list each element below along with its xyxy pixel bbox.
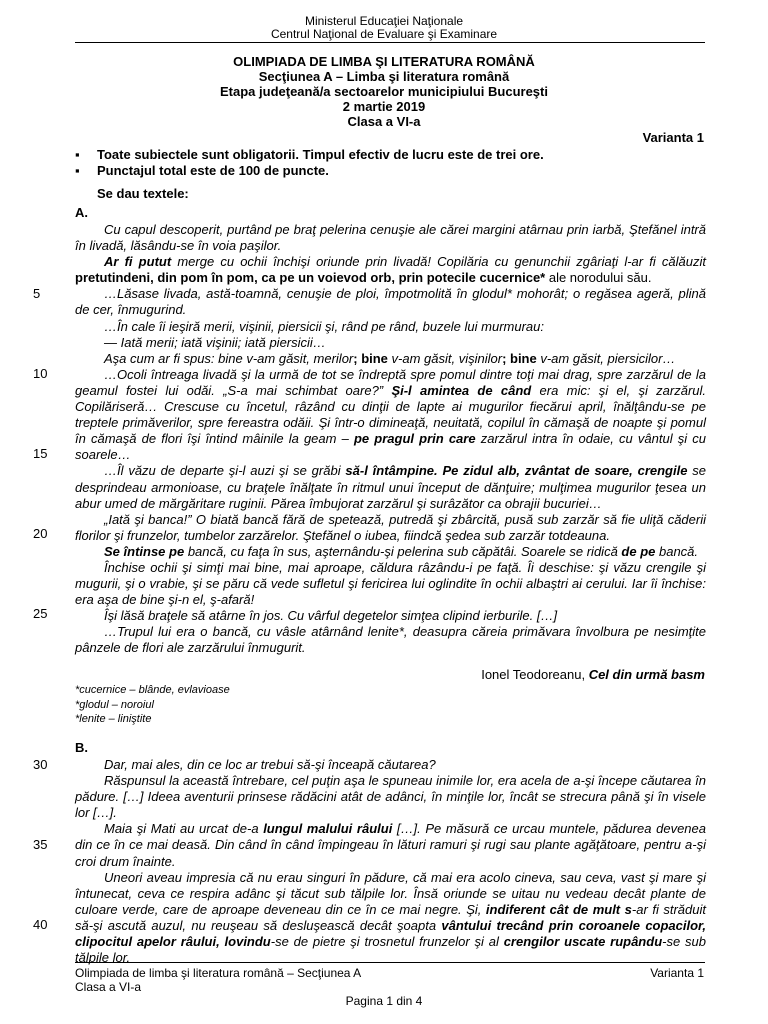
line-number: 5 bbox=[33, 286, 41, 301]
paragraph: Dar, mai ales, din ce loc ar trebui să-şi înceapă căutarea? bbox=[104, 757, 436, 772]
variant-label: Varianta 1 bbox=[642, 130, 704, 145]
line-number: 10 bbox=[33, 366, 48, 381]
footer-variant: Varianta 1 bbox=[650, 966, 704, 980]
ministry-header: Ministerul Educaţiei Naţionale bbox=[304, 14, 464, 28]
olympiad-title: OLIMPIADA DE LIMBA ŞI LITERATURA ROMÂNĂ bbox=[233, 54, 535, 69]
paragraph: Cu capul descoperit, purtând pe braţ pelerina cenuşie ale cărei margini atârnau prin iarbă, Ştefănel intră în livadă, lăsându-se în voia paşilor. bbox=[75, 222, 706, 254]
glossary-item: *glodul – noroiul bbox=[75, 698, 154, 711]
date-title: 2 martie 2019 bbox=[342, 99, 426, 114]
line-number: 35 bbox=[33, 837, 48, 852]
footer-class: Clasa a VI-a bbox=[75, 980, 142, 994]
paragraph: …Îl văzu de departe şi-l auzi şi se grăbi să-l întâmpine. Pe zidul alb, zvântat de soare, crengile se desprindeau armonioase, cu braţele înălţate în ritmul unui început de dănţuire; mulţimea mugurilor ţesea un abur umed de mărgăritare ruginii. Părea îmbujorat zarzărul şi surâzător ca obrajii bucuriei… bbox=[75, 463, 707, 511]
paragraph: — Iată merii; iată vişinii; iată piersicii… bbox=[104, 334, 326, 350]
center-header: Centrul Naţional de Evaluare şi Examinare bbox=[270, 27, 498, 41]
work-title: Cel din urmă basm bbox=[588, 667, 705, 682]
rule-item: ▪ Toate subiectele sunt obligatorii. Timpul efectiv de lucru este de trei ore. bbox=[75, 147, 544, 162]
paragraph: Ar fi putut merge cu ochii închişi oriunde prin livadă! Copilăria cu genunchii zgâriaţi l-ar fi călăuzit pretutindeni, din pom în pom, ca pe un voievod orb, prin potecile cucernice* ale norodului său. bbox=[75, 254, 706, 286]
line-number: 25 bbox=[33, 606, 48, 621]
text-b-label: B. bbox=[75, 740, 88, 755]
bullet-icon: ▪ bbox=[75, 147, 80, 162]
footer-title: Olimpiada de limba şi literatura română – Secţiunea A bbox=[75, 966, 362, 980]
rule-item: ▪ Punctajul total este de 100 de puncte. bbox=[75, 163, 329, 178]
paragraph: Uneori aveau impresia că nu erau singuri în pădure, că mai era acolo cineva, sau ceva, vast şi mare şi întunecat, ceva ce respira adânc şi tăcut sub tălpile lor. Însă oriunde se uitau nu vedeau decât plante de culoare verde, care de aproape deveneau din ce în ce mai negre. Şi, indiferent cât de mult s-ar fi străduit să-şi ascută auzul, nu reuşeau să desluşească decât şoapta vântului trecând prin coroanele copacilor, clipocitul apelor râului, lovindu-se de pietre şi trosnetul frunzelor şi al crengilor uscate rupându-se sub tălpile lor. bbox=[75, 869, 707, 966]
paragraph: …Trupul lui era o bancă, cu vâsle atârnând lenite*, deasupra căreia primăvara învolbura pe nesimţite pânzele de flori ale zarzărului înmugurit. bbox=[75, 624, 706, 656]
paragraph: …Lăsase livada, astă-toamnă, cenuşie de ploi, împotmolită în glodul* mohorât; o regăsea ageră, plină de cer, înmugurind. bbox=[75, 286, 706, 318]
paragraph: …Ocoli întreaga livadă şi la urmă de tot se îndreptă spre pomul dintre toţi mai drag, spre zarzărul de la geamul fostei lui odăi. „S-a mai schimbat oare?” Şi-l amintea de când era mic: şi el, şi zarzărul. Copilăriseră… Crescuse cu încetul, râzând cu dinţii de lapte ai mugurilor fiecărui april, înălţându-se pe treptele primăverilor, spre fereastra odăii. Şi într-o dimineaţă, neuitată, copilul în cămaşă de noapte şi pomul în cămaşă de flori îşi întind mâinile la geam – pe pragul prin care zarzărul intra în odaie, cu vântul şi cu soarele… bbox=[75, 366, 707, 463]
footer-rule bbox=[75, 962, 705, 963]
line-number: 20 bbox=[33, 526, 48, 541]
glossary-item: *cucernice – blânde, evlavioase bbox=[75, 684, 230, 696]
line-number: 40 bbox=[33, 917, 48, 932]
paragraph: Se întinse pe bancă, cu faţa în sus, aşternându-şi pelerina sub căpătâi. Soarele se ridică de pe bancă. bbox=[104, 543, 699, 559]
text-b-body bbox=[75, 757, 706, 966]
text-a-label: A. bbox=[75, 205, 88, 220]
paragraph: …În cale îi ieşiră merii, vişinii, piersicii şi, rând pe rând, buzele lui murmurau: bbox=[104, 318, 544, 334]
glossary bbox=[75, 683, 230, 727]
header-rule bbox=[75, 42, 705, 43]
intro-heading: Se dau textele: bbox=[97, 186, 189, 201]
section-title: Secţiunea A – Limba şi literatura română bbox=[258, 69, 510, 84]
paragraph: Răspunsul la această întrebare, cel puţin aşa le spuneau inimile lor, era acela de a-şi începe căutarea în pădure. […] Ideea aventurii prinsese rădăcini atât de adânci, în minţile lor, încât se strecura până şi în visele lor […]. bbox=[75, 773, 706, 821]
page-number: Pagina 1 din 4 bbox=[345, 994, 423, 1008]
line-number: 30 bbox=[33, 757, 48, 772]
bullet-icon: ▪ bbox=[75, 163, 80, 178]
class-title: Clasa a VI-a bbox=[347, 114, 421, 129]
line-number: 15 bbox=[33, 446, 48, 461]
glossary-item: *lenite – liniştite bbox=[75, 713, 152, 725]
stage-title: Etapa judeţeană/a sectoarelor municipiului Bucureşti bbox=[220, 84, 548, 99]
paragraph: Aşa cum ar fi spus: bine v-am găsit, merilor; bine v-am găsit, vişinilor; bine v-am găsit, piersicilor… bbox=[104, 350, 676, 366]
rules-list bbox=[75, 147, 544, 179]
paragraph: Îşi lăsă braţele să atârne în jos. Cu vârful degetelor simţea clipind ierburile. […] bbox=[104, 608, 558, 624]
author-credit: Ionel Teodoreanu, Cel din urmă basm bbox=[481, 667, 705, 682]
text-a-body bbox=[75, 222, 706, 657]
paragraph: Maia şi Mati au urcat de-a lungul malului râului […]. Pe măsură ce urcau muntele, pădurea devenea din ce în ce mai deasă. Din când în când împingeau în lături ramuri şi rugi sau plante agăţătoare, pentru a-şi croi drum înainte. bbox=[75, 821, 706, 869]
paragraph: „Iată şi banca!” O biată bancă fără de spetează, putredă şi zbârcită, pusă sub zarzăr să fie uliţă căderii florilor şi frunzelor, tumbelor zarzărelor. Ştefănel o iubea, fiindcă şedea sub zarzăr totdeauna. bbox=[75, 511, 706, 543]
paragraph: Închise ochii şi simţi mai bine, mai aproape, căldura râzându-i pe faţă. Îi deschise: şi văzu crengile şi mugurii, şi o vrabie, şi se păru că vede sufletul şi fericirea lui oglindite în ochii albaştri ai cerului. Iar îi închise: era aşa de bine şi-n el, ş-afară! bbox=[75, 559, 706, 608]
